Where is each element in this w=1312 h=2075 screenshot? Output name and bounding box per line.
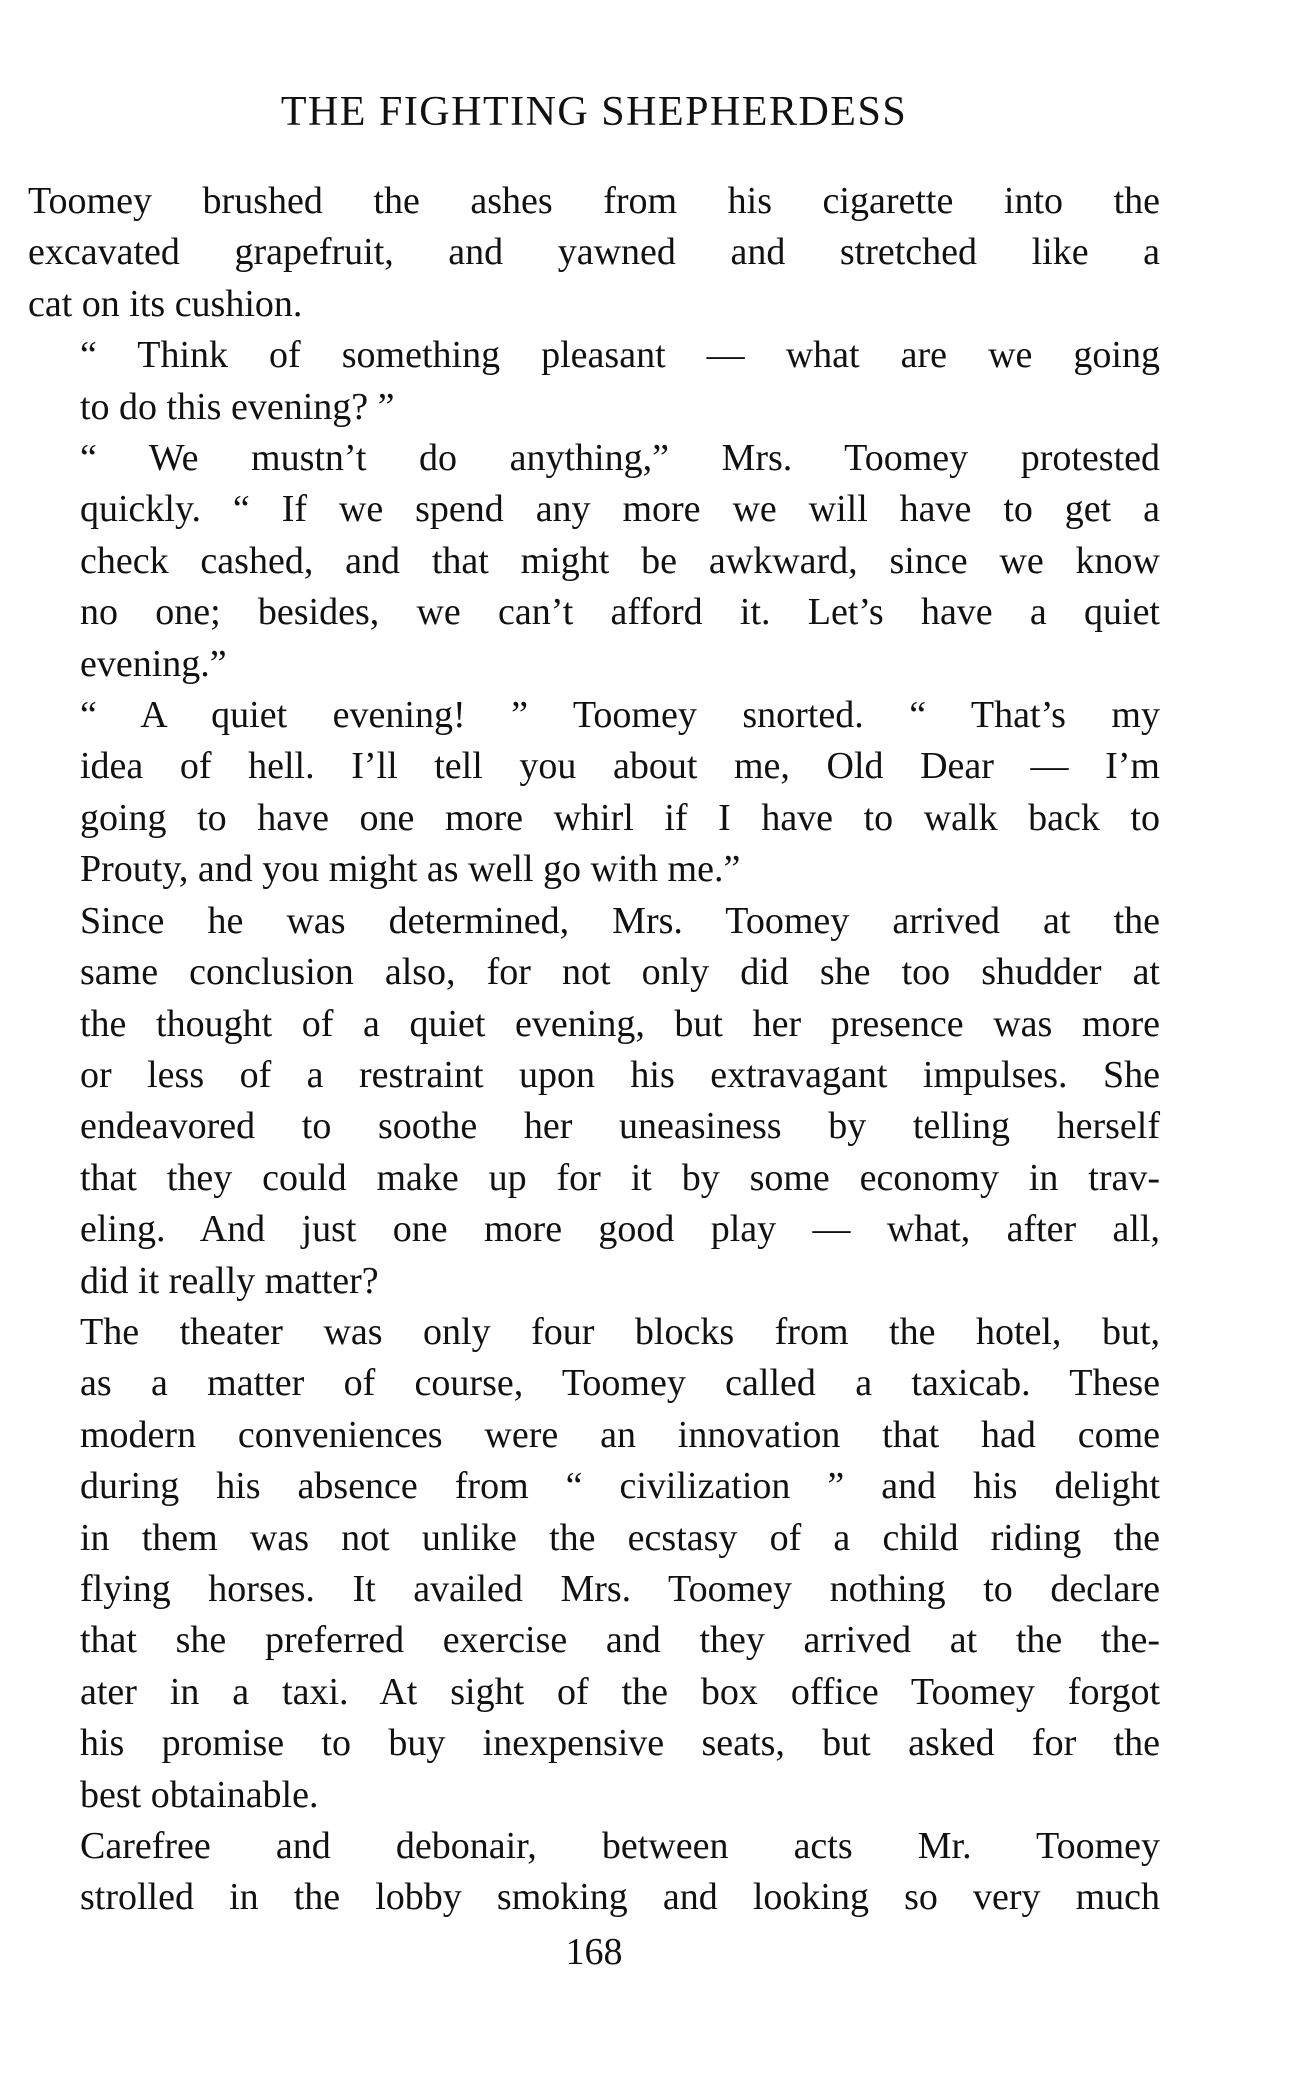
text-line: that they could make up for it by some economy in trav- [80, 1156, 1160, 1199]
body-text [28, 176, 1160, 1924]
text-line: quickly. “ If we spend any more we will have to get a [80, 488, 1160, 531]
text-line: flying horses. It availed Mrs. Toomey nothing to declare [80, 1567, 1160, 1610]
text-line: “ We mustn’t do anything,” Mrs. Toomey protested [80, 437, 1160, 480]
text-line: to do this evening? ” [80, 385, 395, 428]
text-line: “ Think of something pleasant — what are we going [80, 334, 1160, 377]
text-line: cat on its cushion. [28, 282, 303, 325]
text-line: endeavored to soothe her uneasiness by telling herself [80, 1105, 1160, 1148]
text-line: evening.” [80, 642, 227, 685]
book-page [28, 0, 1160, 2075]
text-line: Prouty, and you might as well go with me.” [80, 848, 741, 891]
running-head: THE FIGHTING SHEPHERDESS [280, 89, 908, 135]
text-line: same conclusion also, for not only did she too shudder at [80, 951, 1160, 994]
text-line: best obtainable. [80, 1773, 319, 1816]
text-line: excavated grapefruit, and yawned and stretched like a [28, 231, 1160, 274]
text-line: Toomey brushed the ashes from his cigarette into the [28, 180, 1160, 222]
paragraph-2 [28, 330, 1160, 433]
text-line: in them was not unlike the ecstasy of a child riding the [80, 1516, 1160, 1559]
text-line: ater in a taxi. At sight of the box office Toomey forgot [80, 1670, 1160, 1713]
text-line: no one; besides, we can’t afford it. Let’s have a quiet [80, 591, 1160, 634]
text-line: modern conveniences were an innovation that had come [80, 1413, 1160, 1456]
paragraph-4 [28, 690, 1160, 896]
text-line: during his absence from “ civilization ” and his delight [80, 1465, 1160, 1508]
text-line: “ A quiet evening! ” Toomey snorted. “ That’s my [80, 694, 1160, 737]
paragraph-5 [28, 896, 1160, 1307]
text-line: did it really matter? [80, 1259, 379, 1302]
text-line: going to have one more whirl if I have to walk back to [80, 796, 1160, 839]
text-line: or less of a restraint upon his extravagant impulses. She [80, 1053, 1160, 1096]
paragraph-6 [28, 1307, 1160, 1821]
text-line: check cashed, and that might be awkward, since we know [80, 539, 1160, 582]
text-line: his promise to buy inexpensive seats, but asked for the [80, 1722, 1160, 1765]
text-line: Since he was determined, Mrs. Toomey arrived at the [80, 899, 1160, 942]
text-line: Carefree and debonair, between acts Mr. Toomey [80, 1825, 1160, 1867]
text-line: the thought of a quiet evening, but her presence was more [80, 1002, 1160, 1045]
paragraph-3 [28, 433, 1160, 690]
text-line: strolled in the lobby smoking and looking so very much [80, 1876, 1160, 1919]
page-number: 168 [565, 1931, 623, 1973]
text-line: that she preferred exercise and they arrived at the the- [80, 1619, 1160, 1662]
text-line: idea of hell. I’ll tell you about me, Old Dear — I’m [80, 745, 1160, 788]
text-line: as a matter of course, Toomey called a taxicab. These [80, 1362, 1160, 1405]
paragraph-7 [28, 1821, 1160, 1924]
paragraph-1 [28, 176, 1160, 330]
text-line: eling. And just one more good play — what, after all, [80, 1208, 1160, 1251]
text-line: The theater was only four blocks from the hotel, but, [80, 1310, 1160, 1353]
